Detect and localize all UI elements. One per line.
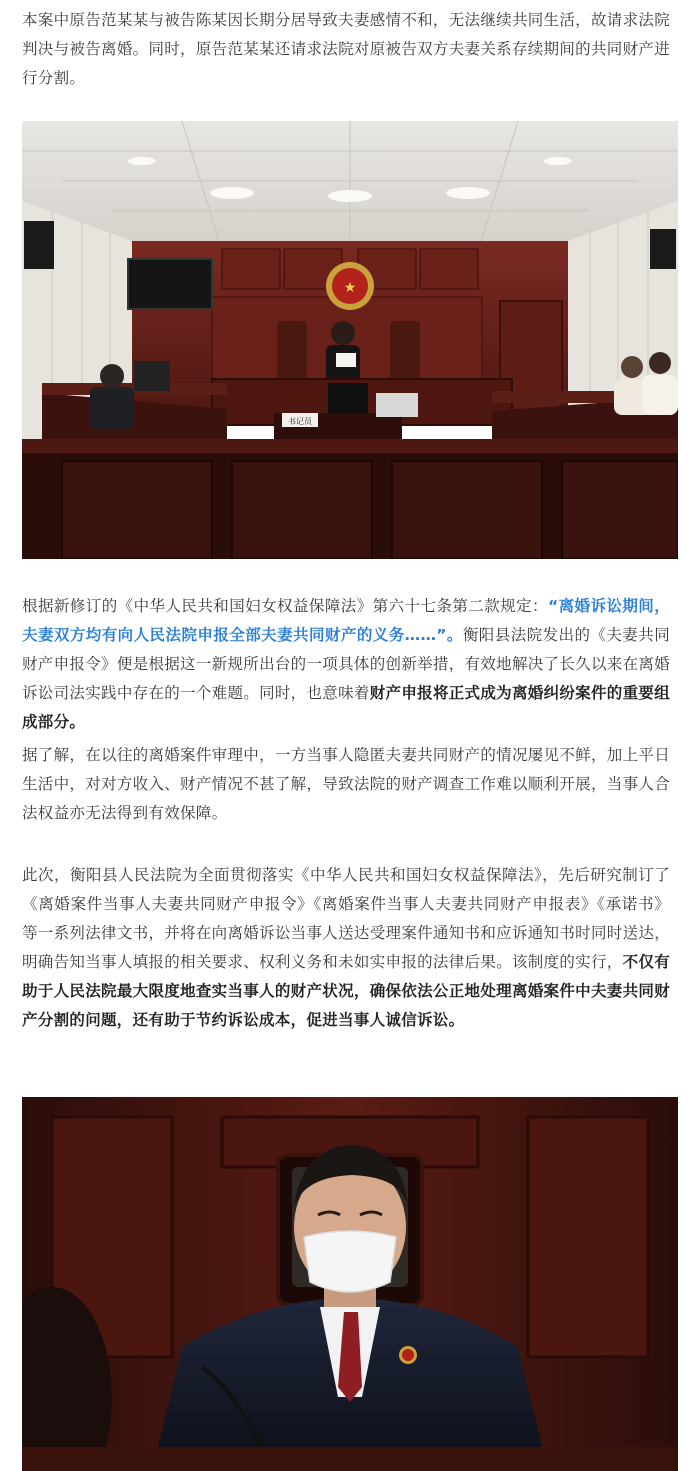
paragraph-background bbox=[22, 741, 670, 828]
svg-text:★: ★ bbox=[343, 280, 357, 296]
paragraph-measures bbox=[22, 861, 670, 1035]
paragraph-text: 根据新修订的《中华人民共和国妇女权益保障法》第六十七条第二款规定： bbox=[22, 597, 548, 615]
emphasis-text: 不仅有助于人民法院最大限度地查实当事人的财产状况，确保依法公正地处理离婚案件中夫妻共同财产分割的问题，还有助于节约诉讼成本，促进当事人诚信诉讼。 bbox=[22, 953, 671, 1029]
judge-illustration bbox=[22, 1097, 678, 1471]
emphasis-text: 财产申报将正式成为离婚纠纷案件的重要组成部分。 bbox=[22, 684, 671, 731]
clerk-placard: 书记员 bbox=[288, 417, 312, 426]
courtroom-photo bbox=[22, 121, 678, 559]
paragraph-text: 此次，衡阳县人民法院为全面贯彻落实《中华人民共和国妇女权益保障法》，先后研究制订了《离婚案件当事人夫妻共同财产申报令》《离婚案件当事人夫妻共同财产申报表》《承诺书》等一系列法律文书，并将在向离婚诉讼当事人送达受理案件通知书和应诉通知书时同时送达，明确告知当事人填报的相关要求、权利义务和未如实申报的法律后果。该制度的实行， bbox=[22, 866, 670, 971]
judge-photo bbox=[22, 1097, 678, 1471]
paragraph-legal-basis bbox=[22, 592, 670, 737]
law-quote: “离婚诉讼期间，夫妻双方均有向人民法院申报全部夫妻共同财产的义务……”。 bbox=[22, 597, 671, 644]
paragraph-text: 据了解，在以往的离婚案件审理中，一方当事人隐匿夫妻共同财产的情况屡见不鲜，加上平日生活中，对对方收入、财产情况不甚了解，导致法院的财产调查工作难以顺利开展，当事人合法权益亦无法得到有效保障。 bbox=[22, 746, 670, 822]
paragraph-case-summary bbox=[22, 6, 670, 93]
paragraph-text: 衡阳县法院发出的《夫妻共同财产申报令》便是根据这一新规所出台的一项具体的创新举措，有效地解决了长久以来在离婚诉讼司法实践中存在的一个难题。同时，也意味着 bbox=[22, 626, 670, 702]
courtroom-illustration bbox=[22, 121, 678, 559]
paragraph-text: 本案中原告范某某与被告陈某因长期分居导致夫妻感情不和，无法继续共同生活，故请求法院判决与被告离婚。同时，原告范某某还请求法院对原被告双方夫妻关系存续期间的共同财产进行分割。 bbox=[22, 11, 670, 87]
